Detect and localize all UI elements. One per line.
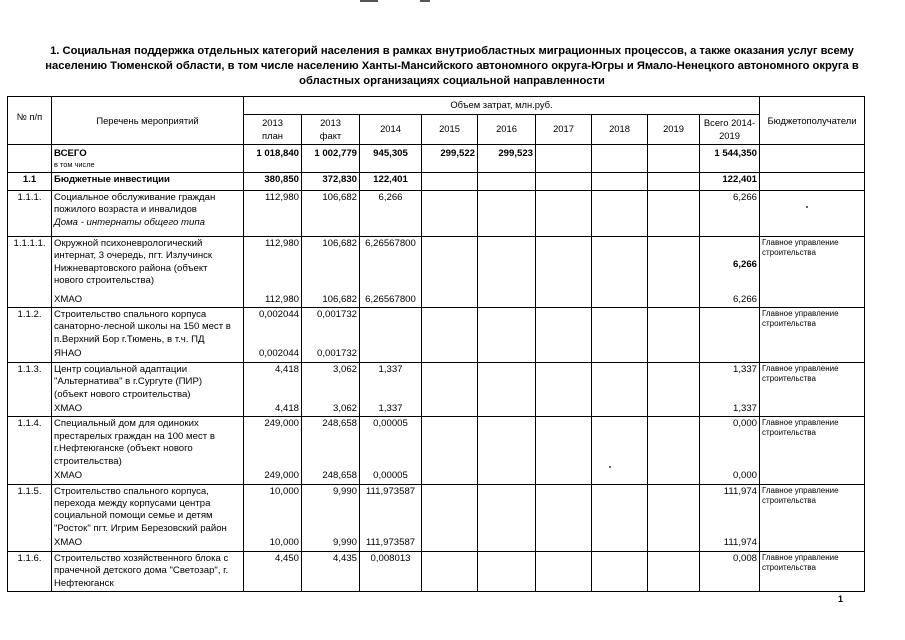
cell-2013-fact: 106,682 — [302, 237, 360, 293]
cell-2019 — [648, 145, 700, 173]
cell-2019 — [648, 347, 700, 362]
recipient-line: Главное управление — [762, 485, 839, 495]
total-sublabel: в том числе — [54, 160, 95, 170]
cell-2016 — [478, 551, 536, 591]
table-row-1-1-3 — [8, 362, 865, 402]
cell-region: ХМАО — [52, 402, 244, 417]
section-title-line-1: 1. Социальная поддержка отдельных категорий населения в рамках внутриобластных миграционных процессов, а также оказания услуг всему — [50, 45, 854, 57]
cell-2013-fact: 0,001732 — [302, 347, 360, 362]
recipient-line: Главное управление — [762, 552, 839, 562]
cell-2019 — [648, 402, 700, 417]
cell-2019 — [648, 362, 700, 402]
cell-2014: 111,973587 — [360, 484, 422, 536]
table-row-1-1-3-region — [8, 402, 865, 417]
header-2013-fact — [302, 115, 360, 145]
table-row-1-1-5-region — [8, 536, 865, 551]
cell-2017 — [536, 484, 592, 536]
scan-speck — [609, 466, 611, 468]
cell-2013-plan: 4,450 — [244, 551, 302, 591]
cell-2014: 6,266 — [360, 191, 422, 237]
cell-2013-fact: 248,658 — [302, 417, 360, 469]
cell-name — [52, 145, 244, 173]
recipient-line: строительства — [762, 373, 816, 383]
item-name-line: Специальный дом для одиноких — [54, 418, 199, 430]
cell-2018 — [592, 173, 648, 191]
cell-2019 — [648, 551, 700, 591]
cell-2016: 299,523 — [478, 145, 536, 173]
cell-2016 — [478, 308, 536, 348]
cell-2013-fact: 3,062 — [302, 362, 360, 402]
cell-num: 1.1.5. — [8, 484, 52, 536]
section-title-line-3: областных организациях социальной направленности — [299, 75, 605, 87]
item-name-line: нового строительства) — [54, 275, 155, 287]
cell-name — [52, 484, 244, 536]
cell-2013-fact: 4,435 — [302, 551, 360, 591]
cell-total: 6,266 — [700, 191, 760, 237]
cell-2019 — [648, 417, 700, 469]
cell-recipient — [760, 293, 865, 308]
cell-2017 — [536, 237, 592, 293]
cell-2019 — [648, 173, 700, 191]
cell-2019 — [648, 469, 700, 484]
cell-2015 — [422, 536, 478, 551]
cell-num — [8, 293, 52, 308]
recipient-line: строительства — [762, 495, 816, 505]
cell-2016 — [478, 469, 536, 484]
header-volume: Объем затрат, млн.руб. — [244, 97, 760, 115]
cell-num: 1.1.1. — [8, 191, 52, 237]
page-number: 1 — [838, 594, 844, 604]
cell-2017 — [536, 551, 592, 591]
cell-2017 — [536, 191, 592, 237]
header-num-text: № п/п — [16, 111, 43, 122]
cell-2015 — [422, 191, 478, 237]
scan-top-edge — [0, 0, 905, 4]
cell-region: ХМАО — [52, 469, 244, 484]
cell-2014: 6,26567800 — [360, 293, 422, 308]
cell-2013-plan: 0,002044 — [244, 308, 302, 348]
cell-2013-fact: 106,682 — [302, 293, 360, 308]
recipient-line: Главное управление — [762, 418, 839, 428]
item-name-line: Строительство спального корпуса, — [54, 485, 209, 497]
expenditure-table — [7, 96, 865, 592]
cell-2017 — [536, 362, 592, 402]
cell-2019 — [648, 293, 700, 308]
cell-2016 — [478, 173, 536, 191]
cell-total: 0,000 — [700, 469, 760, 484]
header-num — [8, 97, 52, 145]
cell-2013-fact: 372,830 — [302, 173, 360, 191]
cell-2015: 299,522 — [422, 145, 478, 173]
cell-num: 1.1.2. — [8, 308, 52, 348]
cell-2018 — [592, 145, 648, 173]
cell-2018 — [592, 551, 648, 591]
cell-2013-plan: 4,418 — [244, 402, 302, 417]
cell-2019 — [648, 536, 700, 551]
cell-2013-plan: 112,980 — [244, 293, 302, 308]
cell-2018 — [592, 536, 648, 551]
cell-2018 — [592, 293, 648, 308]
cell-2014: 0,008013 — [360, 551, 422, 591]
header-2013-plan-label: план — [262, 129, 283, 141]
cell-recipient — [760, 347, 865, 362]
cell-name: Бюджетные инвестиции — [52, 173, 244, 191]
cell-2014: 1,337 — [360, 402, 422, 417]
cell-recipient — [760, 469, 865, 484]
cell-2016 — [478, 402, 536, 417]
cell-2017 — [536, 417, 592, 469]
header-recipients-text: Бюджетополучатели — [767, 115, 857, 126]
cell-2017 — [536, 308, 592, 348]
item-name-line: Строительство хозяйственного блока с — [54, 552, 229, 564]
cell-2013-fact: 1 002,779 — [302, 145, 360, 173]
item-name-line: перехода между корпусами центра — [54, 497, 211, 509]
table-row-1-1-5 — [8, 484, 865, 536]
header-2015: 2015 — [422, 115, 478, 145]
table-row-1-1-2 — [8, 308, 865, 348]
cell-region: ХМАО — [52, 293, 244, 308]
cell-name — [52, 417, 244, 469]
cell-2016 — [478, 484, 536, 536]
section-title-line-2: населению Тюменской области, в том числе населению Ханты-Мансийского автономного округа-Югры и Ямало-Ненецкого автономного округа в — [45, 60, 859, 72]
cell-recipient — [760, 308, 865, 348]
cell-2014: 0,00005 — [360, 417, 422, 469]
cell-2013-plan: 0,002044 — [244, 347, 302, 362]
item-name-line: "Альтернатива" в г.Сургуте (ПИР) — [54, 376, 203, 388]
header-2013-fact-year: 2013 — [320, 117, 341, 129]
cell-2019 — [648, 308, 700, 348]
item-name-line: Социальное обслуживание граждан — [54, 192, 216, 203]
cell-2015 — [422, 173, 478, 191]
recipient-line: строительства — [762, 428, 816, 438]
table-row-1-1-4 — [8, 417, 865, 469]
table-row-1-1 — [8, 173, 865, 191]
recipient-line: строительства — [762, 319, 816, 328]
table-row-1-1-1 — [8, 191, 865, 237]
cell-total: 0,008 — [700, 551, 760, 591]
cell-recipient — [760, 191, 865, 237]
cell-2015 — [422, 484, 478, 536]
cell-2015 — [422, 362, 478, 402]
cell-2015 — [422, 402, 478, 417]
cell-region: ХМАО — [52, 536, 244, 551]
cell-2016 — [478, 362, 536, 402]
cell-2019 — [648, 191, 700, 237]
cell-2018 — [592, 402, 648, 417]
cell-2014 — [360, 308, 422, 348]
recipient-line: Главное управление — [762, 309, 839, 318]
cell-recipient — [760, 484, 865, 536]
cell-2013-fact: 0,001732 — [302, 308, 360, 348]
recipient-line: Главное управление — [762, 363, 839, 373]
cell-2018 — [592, 308, 648, 348]
header-2016: 2016 — [478, 115, 536, 145]
cell-recipient — [760, 402, 865, 417]
item-name-line: Окружной психоневрологический — [54, 238, 203, 249]
cell-2014: 945,305 — [360, 145, 422, 173]
cell-2015 — [422, 469, 478, 484]
cell-total: 1 544,350 — [700, 145, 760, 173]
cell-2014: 0,00005 — [360, 469, 422, 484]
cell-2015 — [422, 417, 478, 469]
cell-2016 — [478, 536, 536, 551]
cell-2013-fact: 9,990 — [302, 536, 360, 551]
cell-num — [8, 536, 52, 551]
header-recipients — [760, 97, 865, 145]
cell-2013-plan: 249,000 — [244, 469, 302, 484]
item-name-line: социальной помощи семье и детям — [54, 510, 213, 522]
cell-recipient — [760, 551, 865, 591]
table-row-1-1-1-1-region — [8, 293, 865, 308]
cell-recipient — [760, 362, 865, 402]
cell-num: 1.1.3. — [8, 362, 52, 402]
recipient-line: Главное управление — [762, 238, 839, 247]
header-list — [52, 97, 244, 145]
cell-recipient — [760, 173, 865, 191]
cell-name — [52, 191, 244, 237]
cell-num: 1.1.4. — [8, 417, 52, 469]
cell-2013-plan: 10,000 — [244, 536, 302, 551]
header-2013-plan — [244, 115, 302, 145]
item-name-line: интернат, 3 очередь, пгт. Излучинск — [54, 250, 213, 262]
cell-2014: 122,401 — [360, 173, 422, 191]
cell-2017 — [536, 173, 592, 191]
cell-2013-plan: 380,850 — [244, 173, 302, 191]
cell-num — [8, 347, 52, 362]
item-name-line: строительства) — [54, 455, 122, 467]
cell-name — [52, 362, 244, 402]
cell-2015 — [422, 308, 478, 348]
cell-total: 6,266 — [700, 237, 760, 293]
item-name-line: п.Верхний Бор г.Тюмень, в т.ч. ПД — [54, 333, 205, 345]
cell-2017 — [536, 293, 592, 308]
item-name-line: престарелых граждан на 100 мест в — [54, 430, 215, 442]
cell-2014: 6,26567800 — [360, 237, 422, 293]
cell-2017 — [536, 469, 592, 484]
cell-2013-fact: 248,658 — [302, 469, 360, 484]
cell-2013-plan: 10,000 — [244, 484, 302, 536]
cell-2016 — [478, 417, 536, 469]
cell-2018 — [592, 417, 648, 469]
cell-recipient — [760, 237, 865, 293]
cell-2015 — [422, 293, 478, 308]
cell-2016 — [478, 293, 536, 308]
table-row-total — [8, 145, 865, 173]
cell-2013-plan: 112,980 — [244, 237, 302, 293]
cell-2019 — [648, 484, 700, 536]
cell-name — [52, 308, 244, 348]
cell-2018 — [592, 484, 648, 536]
cell-2013-fact: 3,062 — [302, 402, 360, 417]
cell-name — [52, 551, 244, 591]
table-row-1-1-6 — [8, 551, 865, 591]
cell-num — [8, 402, 52, 417]
cell-2017 — [536, 536, 592, 551]
recipient-line: строительства — [762, 248, 816, 257]
cell-total: 6,266 — [700, 293, 760, 308]
cell-total — [700, 308, 760, 348]
cell-2015 — [422, 237, 478, 293]
header-total-line-1: Всего 2014- — [703, 117, 756, 129]
cell-2016 — [478, 237, 536, 293]
cell-num — [8, 469, 52, 484]
header-2013-fact-label: факт — [319, 129, 342, 141]
total-label: ВСЕГО — [54, 148, 87, 159]
cell-total: 111,974 — [700, 536, 760, 551]
item-name-line: Дома - интернаты общего типа — [54, 216, 205, 228]
cell-total: 0,000 — [700, 417, 760, 469]
header-2014: 2014 — [360, 115, 422, 145]
cell-region: ЯНАО — [52, 347, 244, 362]
cell-2018 — [592, 362, 648, 402]
cell-2013-plan: 112,980 — [244, 191, 302, 237]
header-2017: 2017 — [536, 115, 592, 145]
cell-2014: 1,337 — [360, 362, 422, 402]
cell-2018 — [592, 237, 648, 293]
cell-total — [700, 347, 760, 362]
header-2018: 2018 — [592, 115, 648, 145]
cell-2019 — [648, 237, 700, 293]
cell-num: 1.1.1.1. — [8, 237, 52, 293]
item-name-line: Нижневартовского района (объект — [54, 262, 208, 274]
cell-2014: 111,973587 — [360, 536, 422, 551]
cell-2018 — [592, 347, 648, 362]
cell-2013-plan: 249,000 — [244, 417, 302, 469]
header-2019: 2019 — [648, 115, 700, 145]
item-name-line: прачечной детского дома "Светозар", г. — [54, 565, 229, 577]
item-name-line: г.Нефтеюганске (объект нового — [54, 443, 193, 455]
cell-2013-plan: 1 018,840 — [244, 145, 302, 173]
item-name-line: пожилого возраста и инвалидов — [54, 204, 197, 216]
cell-2018 — [592, 469, 648, 484]
item-name-line: (объект нового строительства) — [54, 388, 191, 400]
item-name-line: Нефтеюганск — [54, 577, 114, 589]
cell-2013-plan: 4,418 — [244, 362, 302, 402]
item-name-line: Центр социальной адаптации — [54, 363, 188, 375]
table-row-1-1-4-region — [8, 469, 865, 484]
scan-speck — [806, 206, 808, 208]
header-2013-plan-year: 2013 — [262, 117, 283, 129]
header-total-line-2: 2019 — [719, 129, 740, 141]
cell-2017 — [536, 145, 592, 173]
cell-2015 — [422, 347, 478, 362]
cell-total: 111,974 — [700, 484, 760, 536]
cell-num — [8, 145, 52, 173]
cell-num: 1.1 — [8, 173, 52, 191]
section-title — [14, 44, 890, 89]
cell-total: 1,337 — [700, 402, 760, 417]
cell-2017 — [536, 402, 592, 417]
cell-2017 — [536, 347, 592, 362]
cell-total: 122,401 — [700, 173, 760, 191]
cell-2015 — [422, 551, 478, 591]
cell-num: 1.1.6. — [8, 551, 52, 591]
cell-2016 — [478, 191, 536, 237]
cell-2013-fact: 106,682 — [302, 191, 360, 237]
table-row-1-1-2-region — [8, 347, 865, 362]
cell-2013-fact: 9,990 — [302, 484, 360, 536]
cell-2016 — [478, 347, 536, 362]
recipient-line: строительства — [762, 562, 816, 572]
cell-name — [52, 237, 244, 293]
cell-total: 1,337 — [700, 362, 760, 402]
header-total — [700, 115, 760, 145]
item-name-line: "Росток" пгт. Игрим Березовский район — [54, 522, 227, 534]
header-list-text: Перечень мероприятий — [96, 115, 199, 126]
cell-recipient — [760, 417, 865, 469]
item-name-line: санаторно-лесной школы на 150 мест в — [54, 321, 231, 333]
cell-2018 — [592, 191, 648, 237]
item-name-line: Строительство спального корпуса — [54, 309, 207, 320]
cell-recipient — [760, 536, 865, 551]
cell-recipient — [760, 145, 865, 173]
table-row-1-1-1-1 — [8, 237, 865, 293]
cell-2014 — [360, 347, 422, 362]
